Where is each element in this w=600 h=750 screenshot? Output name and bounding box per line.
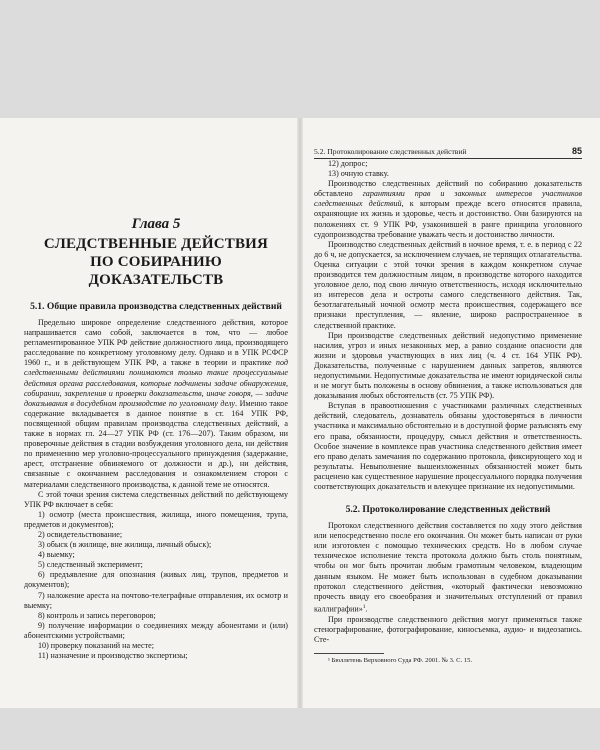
- running-head: [314, 146, 582, 159]
- paragraph: Производство следственных действий в ночное время, т. е. в период с 22 до 6 ч, не допускается, за исключением случаев, не терпящих отлагательства. Оценка ситуации с этой точки зрения в каждом конкретном случае производится тем должностным лицом, в производстве которого находится уголовное дело, под свою личную ответственность, исходя исключительно из интересов дела и остроты самого следственного действия. Так, безотлагательный ночной осмотр места происшествия, содержащего все признаки преступления, — явление, широко распространенное в следственной практике.: [314, 239, 582, 330]
- investigative-actions-list-cont: [314, 159, 582, 179]
- footnote-rule: [314, 653, 384, 654]
- footnote: ¹ Бюллетень Верховного Суда РФ. 2001. № 3. С. 15.: [328, 656, 473, 664]
- list-item: 9) получение информации о соединениях между абонентами и (или) абонентскими устройствами;: [24, 620, 288, 640]
- paragraph: [314, 179, 582, 240]
- paragraph: При производстве следственных действий недопустимо применение насилия, угроз и иных незаконных мер, а равно создание опасности для жизни и здоровья участвующих в них лиц (ч. 4 ст. 164 УПК РФ). Доказательства, полученные с нарушением данных запретов, являются недопустимыми. Недопустимые доказательства не имеют юридической силы и не могут быть положены в основу обвинения, а также использоваться для доказывания любых обстоятельств (ст. 75 УПК РФ).: [314, 330, 582, 401]
- list-item: 4) выемку;: [38, 550, 75, 560]
- running-head-title: 5.2. Протоколирование следственных действий: [314, 147, 467, 156]
- paragraph-text: Протокол следственного действия составляется по ходу этого действия или непосредственно после его окончания. Он может быть написан от руки или изготовлен с помощью технических средств. Но в любом случае техническое исполнение текста протокола должно быть столь понятным, чтобы он мог быть прочитан любым грамотным человеком, владеющим данным языком. Не может быть использован в судебном доказывании протокол следственного действия, «который фактически невозможно прочесть ввиду его своеобразия и значительных отступлений от правил каллиграфии»: [314, 521, 582, 614]
- paragraph-text: , к которым прежде всего относятся правила, охраняющие их жизнь и здоровье, честь и достоинство. Они базируются на положениях ст. 9 УПК РФ, узаконившей в ранге принципа уголовного судопроизводства требование уважать честь и достоинство личности.: [314, 199, 582, 239]
- list-item: 8) контроль и запись переговоров;: [38, 610, 156, 620]
- page-number: 85: [571, 146, 582, 156]
- paragraph: При производстве следственного действия могут применяться также стенографирование, фотографирование, киносъемка, аудио- и видеозапись. Сте-: [314, 614, 582, 644]
- list-item: 1) осмотр (места происшествия, жилища, иного помещения, трупа, предметов и документов);: [24, 509, 288, 529]
- list-item: 3) обыск (в жилище, вне жилища, личный обыск);: [38, 540, 212, 550]
- paragraph-text: Предельно широкое определение следственного действия, которое напрашивается само собой, заключается в том, что — любое регламентированное УПК РФ действие должностного лица, производящего расследование по конкретному уголовному делу. Однако и в УПК РСФСР 1960 г., и в действующем УПК РФ, а также в теории и практике: [24, 318, 288, 368]
- list-item: 13) очную ставку.: [328, 169, 389, 179]
- right-page: [300, 118, 600, 708]
- investigative-actions-list: [24, 510, 288, 661]
- chapter-title-line1: СЛЕДСТВЕННЫЕ ДЕЙСТВИЯ: [43, 236, 269, 252]
- paragraph: С этой точки зрения система следственных действий по действующему УПК РФ включает в себя:: [24, 489, 288, 509]
- list-item: 10) проверку показаний на месте;: [38, 641, 154, 650]
- chapter-title-line2: ПО СОБИРАНИЮ ДОКАЗАТЕЛЬСТВ: [88, 254, 224, 288]
- left-page: [0, 118, 300, 708]
- list-item: 5) следственный эксперимент;: [38, 560, 143, 570]
- footnote-marker: 1: [362, 603, 366, 610]
- paragraph-text: Производство следственных действий по собиранию доказательств обставлено: [314, 179, 582, 199]
- paragraph: Вступая в правоотношения с участниками различных следственных действий, следователь, дознаватель обязаны удостоверяться в личности участника и максимально обстоятельно и в доступной форме разъяснять ему его права, обязанности, процедуру, смысл действия и ответственность. Особое значение в комплексе прав участника следственного действия имеет его право делать замечания по содержанию протокола, фиксирующего ход и результаты. Невыполнение вышеизложенных обязанностей может быть расценено как существенное нарушение процессуального порядка получения соответствующих доказательств и влекущее признание их недопустимыми.: [314, 401, 582, 491]
- section-heading-5-2: 5.2. Протоколирование следственных действий: [345, 504, 551, 516]
- chapter-label: Глава 5: [131, 216, 181, 232]
- paragraph-text: .: [365, 604, 368, 614]
- list-item: 6) предъявление для опознания (живых лиц, трупов, предметов и документов);: [24, 570, 288, 590]
- paragraph: [314, 521, 582, 615]
- list-item: 11) назначение и производство экспертизы;: [38, 651, 188, 661]
- paragraph-emphasis: гарантиями прав и законных интересов участников следственных действий: [314, 189, 582, 209]
- chapter-title: [24, 235, 288, 289]
- paragraph: [24, 318, 288, 490]
- paragraph-text: . Именно такое содержание вкладывается в данное понятие в ст. 164 УПК РФ, посвященной общим правилам производства следственных действий, а также в нормах гл. 24—27 УПК РФ (ст. 176—207). Таким образом, ни проверочные действия в стадии возбуждения уголовного дела, ни действия по применению мер уголовно-процессуального принуждения (задержание, арест, отстранение обвиняемого от должности и др.), ни действия, связанные с окончанием расследования и ознакомлением сторон с материалами следственного производства, к данной теме не относятся.: [24, 398, 288, 489]
- book-spread: [0, 118, 600, 708]
- list-item: 2) освидетельствование;: [38, 529, 123, 539]
- section-heading-5-1: 5.1. Общие правила производства следственных действий: [30, 301, 282, 312]
- paragraph-emphasis: под следственными действиями понимаются только такие процессуальные действия органа расследования, которые подчинены задаче обнаружения, собирании, закрепления и проверки доказательств, иначе говоря, — задаче доказывания в досудебном производстве по уголовному делу: [24, 358, 288, 408]
- list-item: 7) наложение ареста на почтово-телеграфные отправления, их осмотр и выемку;: [24, 590, 288, 610]
- list-item: 12) допрос;: [328, 159, 368, 168]
